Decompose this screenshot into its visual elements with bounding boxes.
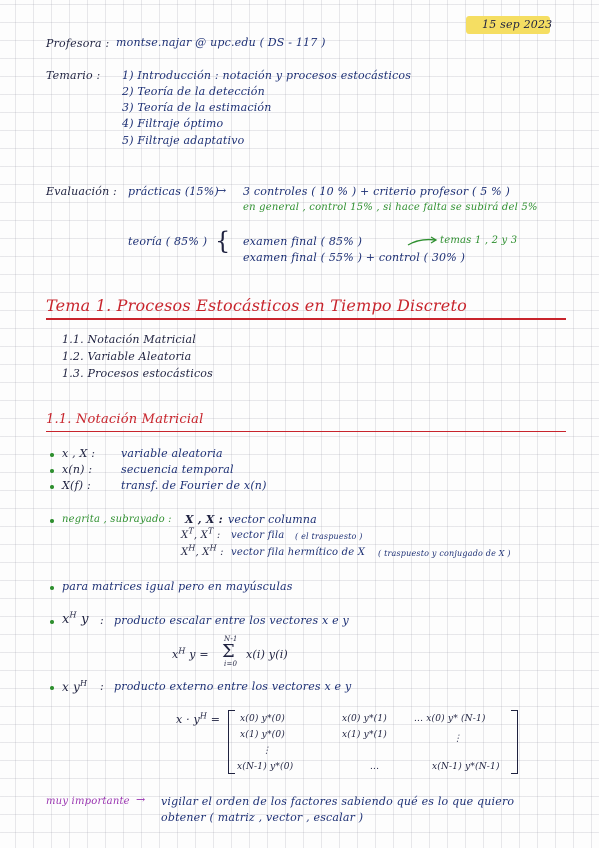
bold-row1-text: vector columna (228, 513, 317, 526)
scalar-expr: $x^H$ y (62, 610, 89, 627)
important-label: muy importante (46, 796, 130, 807)
notation-meaning-2: secuencia temporal (121, 463, 234, 476)
notation-symbol-1: x , X : (62, 447, 96, 460)
scalar-colon: : (100, 614, 104, 627)
tema-index-2: 1.2. Variable Aleatoria (62, 350, 192, 363)
bullet-icon (50, 469, 54, 473)
professor-label: Profesora : (46, 37, 110, 50)
subsection-underline (46, 431, 566, 432)
tema-title: Tema 1. Procesos Estocásticos en Tiempo Discreto (46, 296, 467, 315)
matrix-cell-1-1: x(1) y*(1) (342, 730, 388, 740)
matrix-cell-0-1: x(0) y*(1) (342, 714, 388, 724)
syllabus-item-3: 3) Teoría de la estimación (122, 101, 272, 114)
scalar-formula-rhs: x(i) y(i) (246, 648, 288, 661)
scalar-text: producto escalar entre los vectores x e y (114, 614, 349, 627)
evaluation-arrow: → (217, 184, 227, 197)
scalar-formula-lhs: $x^H$ y = (172, 646, 209, 661)
syllabus-item-2: 2) Teoría de la detección (122, 85, 265, 98)
sum-symbol: Σ (222, 641, 235, 662)
outer-text: producto externo entre los vectores x e y (114, 680, 352, 693)
notation-meaning-3: transf. de Fourier de x(n) (121, 479, 267, 492)
matrix-cell-n-0: x(N-1) y*(0) (237, 762, 294, 772)
evaluation-practicas: prácticas (15%) (128, 185, 219, 198)
professor-email: montse.najar @ upc.edu ( DS - 117 ) (116, 36, 326, 49)
tema-underline (46, 318, 566, 320)
bullet-icon (50, 453, 54, 457)
important-arrow: → (136, 793, 146, 806)
outer-lhs: $x \cdot y^H$ = (176, 711, 221, 726)
matrix-cell-1-0: x(1) y*(0) (240, 730, 286, 740)
matrix-vdots-left: ⋮ (262, 746, 272, 756)
syllabus-item-5: 5) Filtraje adaptativo (122, 134, 245, 147)
sum-upper-limit: N-1 (224, 635, 238, 643)
notation-symbol-2: x(n) : (62, 463, 93, 476)
syllabus-item-4: 4) Filtraje óptimo (122, 117, 224, 130)
bold-row2-symbol: $X^T$, $X^T$ : (181, 526, 221, 541)
bold-note-label: negrita , subrayado : (62, 514, 172, 525)
outer-expr: x $y^H$ (62, 679, 88, 694)
bullet-icon (50, 485, 54, 489)
matrix-cell-0-2: ... x(0) y* (N-1) (414, 714, 486, 724)
tema-index-3: 1.3. Procesos estocásticos (62, 367, 213, 380)
matrix-vdots-right: ⋮ (453, 734, 463, 744)
evaluation-label: Evaluación : (46, 185, 117, 198)
matrix-cell-n-n: x(N-1) y*(N-1) (432, 762, 500, 772)
bullet-icon (50, 620, 54, 624)
tema-index-1: 1.1. Notación Matricial (62, 333, 196, 346)
date: 15 sep 2023 (482, 18, 553, 31)
exam-option-2: examen final ( 55% ) + control ( 30% ) (243, 251, 466, 264)
outer-colon: : (100, 680, 104, 693)
evaluation-teoria: teoría ( 85% ) (128, 235, 208, 248)
bold-row3-text: vector fila hermítico de X (231, 547, 366, 558)
bullet-icon (50, 519, 54, 523)
topics-note: temas 1 , 2 y 3 (440, 235, 518, 246)
evaluation-practicas-detail: 3 controles ( 10 % ) + criterio profesor ( 5 % ) (243, 185, 510, 198)
curly-brace: { (215, 227, 231, 255)
bold-row1-symbol: X , X : (185, 513, 223, 526)
matrices-note: para matrices igual pero en mayúsculas (62, 580, 293, 593)
matrix-right-bracket (511, 710, 518, 774)
sum-lower-limit: i=0 (224, 660, 238, 668)
bold-row3-symbol: $X^H$, $X^H$ : (181, 543, 224, 558)
evaluation-practicas-note: en general , control 15% , si hace falta se subirá del 5% (243, 202, 538, 213)
syllabus-item-1: 1) Introducción : notación y procesos estocásticos (122, 69, 412, 82)
notation-symbol-3: X(f) : (62, 479, 91, 492)
important-text-2: obtener ( matriz , vector , escalar ) (161, 811, 364, 824)
important-text-1: vigilar el orden de los factores sabiendo qué es lo que quiero (161, 795, 515, 808)
bold-row2-text: vector fila (231, 530, 285, 541)
subsection-title: 1.1. Notación Matricial (46, 412, 204, 427)
syllabus-label: Temario : (46, 69, 101, 82)
exam-option-1: examen final ( 85% ) (243, 235, 363, 248)
bullet-icon (50, 686, 54, 690)
bold-row2-paren: ( el traspuesto ) (295, 532, 363, 541)
bullet-icon (50, 586, 54, 590)
matrix-left-bracket (228, 710, 235, 774)
matrix-cell-0-0: x(0) y*(0) (240, 714, 286, 724)
notation-meaning-1: variable aleatoria (121, 447, 223, 460)
matrix-hdots: ... (370, 762, 380, 772)
bold-row3-paren: ( traspuesto y conjugado de X ) (378, 549, 511, 558)
